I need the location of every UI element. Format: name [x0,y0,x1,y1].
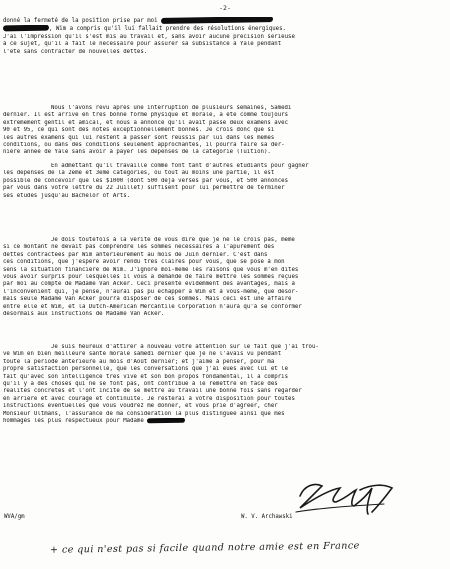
letter-line: l'inconvénient qui, je pense, n'aurai pas pu échapper à Wim et à vous-même, que désor- [3,288,299,295]
letter-line: instructions éventuelles que vous voudrez me donner, et vous prie d'agréer, cher [3,403,278,410]
letter-line: l'été sans contracter de nouvelles dettes. [3,48,148,55]
letter-line: entre elle et Wim, et la Dutch-American Mercantile Corporation n'aura qu'à se conformer [3,303,302,310]
letter-line: J'ai l'impression qu'il s'est mis au travail et, sans avoir aucune précision sérieuse [3,33,295,40]
letter-line: Nous l'avons revu après une interruption de plusieurs semaines, Samedi [51,105,292,111]
letter-line: Je suis heureux d'attirer à nouveau votre attention sur le fait que j'ai trou- [51,344,319,350]
letter-line: désormais aux instructions de Madame Van Acker. [3,311,165,318]
page-number: -2- [219,4,231,12]
letter-text: hommages les plus respectueux pour Madame [3,418,144,425]
letter-line: dettes contractées par Wim antérieurement au mois de Juin dernier. C'est dans [3,251,268,258]
letter-line: possible de concevoir que les $1000 (dont 500 déjà versés par vous, et 500 annoncés [3,177,289,184]
letter-line: nière année de Yale sans avoir à payer les dépenses de la catégorie (Tuition). [3,149,271,156]
reference-initials: WVA/gm [4,514,25,520]
letter-line: qu'il y a des choses qui ne se font pas, ont contribué à le remettre en face des [3,381,278,388]
letter-line: Monsieur Oltmans, l'assurance de ma considération la plus distinguée ainsi que mes [3,410,285,417]
letter-line: en arrière et avec courage et continuité. Je resterai à votre disposition pour toutes [3,395,295,402]
author-name: W. V. Archawski [241,514,293,520]
letter-line: fait qu'avec son intelligence très vive et son bon propos fondamental, il a compris [3,373,289,380]
letter-line: dernier. Il est arrivé en très bonne forme physique et morale, a été comme toujours [3,112,289,119]
letter-line: les autres examens qui lui restent à passer sont réussis par lui dans les mêmes [3,134,275,141]
letter-line: vé Wim en bien meilleure santé morale samedi dernier que je ne l'avais vu pendant [3,351,282,358]
letter-line: réalités concrètes et l'ont incité de se mettre au travail une bonne fois sans regarder [3,388,302,395]
letter-line: si ce montant ne devait pas comprendre les sommes nécessaires à l'apurement des [3,244,275,251]
letter-line: les dépenses de la 2ème et 3ème catégories, ou tout au moins une partie, il est [3,170,275,177]
letter-line: sens la situation financière de Wim. J'ignore moi-même les raisons que vous m'en dites [3,266,299,273]
letter-line: ces conditions, que j'espère avoir rendu très claires pour vous, que se pose à mon [3,259,285,266]
letter-line: mais seule Madame Van Acker pourra disposer de ces sommes. Mais ceci est une affaire [3,296,292,303]
letter-line: conditions, ou dans des conditions seulement approchantes, il pourra faire sa der- [3,142,285,149]
letter-line: En admettant qu'il travaille comme font tant d'autres étudiants pour gagner [51,163,309,169]
letter-line: à ce sujet, qu'il a fait le nécessaire pour assurer sa subsistance à Yale pendant [3,41,282,48]
letter-line: vous avoir surpris pour lesquelles il vous a demandé de faire mettre les sommes reçues [3,274,299,281]
letter-line: toute la période antérieure au mois d'Août dernier; et j'aime à penser, pour ma [3,358,275,365]
letter-line: extrêmement gentil et amical, et nous a annoncé qu'il avait passé deux examens avec [3,119,289,126]
letter-line: 90 et 95, ce qui sont des notes exceptionnellement bonnes. Je crois donc que si [3,127,275,134]
handwritten-note: + ce qui n'est pas si facile quand notre amie est en France [49,540,360,556]
letter-line: Je dois toutefois à la vérité de vous dire que je ne le crois pas, même [51,237,295,243]
letter-line: ses études jusqu'au Bachelor of Arts. [3,192,131,199]
letter-text: , Wim a compris qu'il lui fallait prendre des résolutions énergiques. [49,26,286,33]
letter-line: par vous dans votre lettre du 22 Juillet) suffisent pour lui permettre de terminer [3,185,285,192]
letter-text: donné la fermeté de la position prise par moi [3,18,158,24]
letter-line: propre satisfaction personnelle, que les conversations que j'ai eues avec lui et le [3,366,289,373]
letter-line: par moi au compte de Madame Van Acker. Ceci présente évidemment des avantages, mais à [3,281,295,288]
